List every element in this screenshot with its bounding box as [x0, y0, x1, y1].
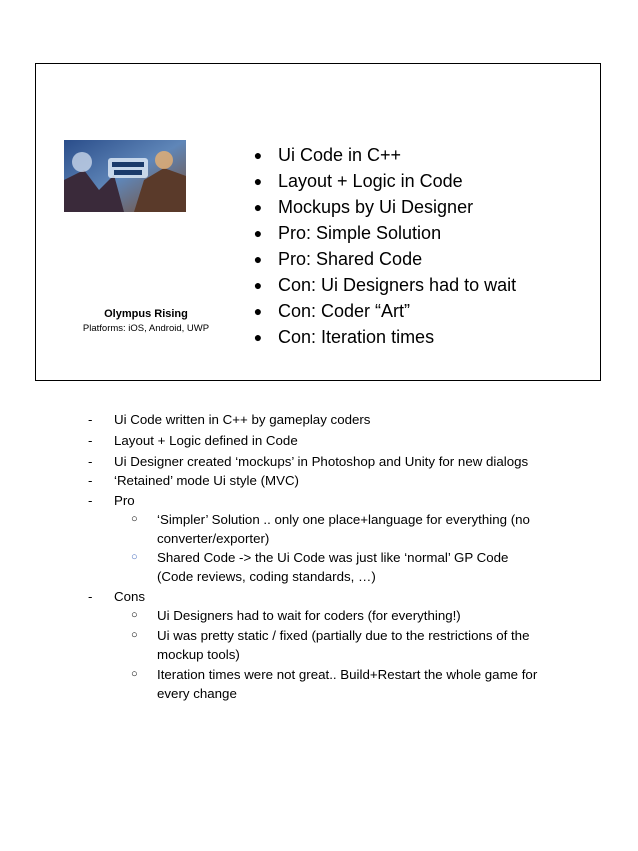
- slide-bullet: [252, 298, 516, 324]
- note-subitem: Iteration times were not great.. Build+Restart the whole game for: [157, 667, 538, 682]
- note-subitem: Ui Designers had to wait for coders (for everything!): [157, 608, 461, 623]
- game-title: Olympus Rising: [104, 308, 188, 320]
- bullet-dot-icon: ●: [253, 329, 263, 345]
- note-subitem-continuation: converter/exporter): [157, 531, 270, 546]
- slide-bullet-text: Con: Iteration times: [278, 327, 435, 347]
- note-item: Ui Designer created ‘mockups’ in Photoshop and Unity for new dialogs: [114, 454, 529, 469]
- slide-bullet: [252, 142, 516, 168]
- slide-bullet-list: [252, 142, 516, 350]
- slide-bullet-text: Pro: Shared Code: [278, 249, 423, 269]
- dash-bullet-icon: -: [88, 473, 93, 488]
- bullet-dot-icon: ●: [253, 251, 263, 267]
- slide-bullet: [252, 246, 516, 272]
- bullet-dot-icon: ●: [253, 147, 263, 163]
- slide-bullet: [252, 194, 516, 220]
- dash-bullet-icon: -: [88, 454, 93, 469]
- circle-bullet-icon: ○: [131, 551, 138, 563]
- note-subitem-continuation: mockup tools): [157, 647, 240, 662]
- slide-bullet-text: Mockups by Ui Designer: [278, 197, 474, 217]
- note-subitem: ‘Simpler’ Solution .. only one place+language for everything (no: [157, 512, 530, 527]
- slide-bullet-text: Pro: Simple Solution: [278, 223, 442, 243]
- note-subitem-continuation: (Code reviews, coding standards, …): [157, 569, 376, 584]
- note-subitem-continuation: every change: [157, 686, 237, 701]
- slide-bullet: [252, 220, 516, 246]
- slide-bullet-text: Ui Code in C++: [278, 145, 402, 165]
- slide-bullet: [252, 324, 516, 350]
- bullet-dot-icon: ●: [253, 225, 263, 241]
- slide-bullet-text: Con: Ui Designers had to wait: [278, 275, 517, 295]
- game-cover-image: [64, 140, 186, 212]
- slide-bullet: [252, 168, 516, 194]
- slide-bullet-text: Layout + Logic in Code: [278, 171, 463, 191]
- note-item: Cons: [114, 589, 146, 604]
- bullet-dot-icon: ●: [253, 303, 263, 319]
- note-subitem: Ui was pretty static / fixed (partially due to the restrictions of the: [157, 628, 530, 643]
- note-item: Layout + Logic defined in Code: [114, 433, 298, 448]
- dash-bullet-icon: -: [88, 412, 93, 427]
- note-item: Ui Code written in C++ by gameplay coders: [114, 412, 371, 427]
- bullet-dot-icon: ●: [253, 277, 263, 293]
- dash-bullet-icon: -: [88, 493, 93, 508]
- note-subitem: Shared Code -> the Ui Code was just like ‘normal’ GP Code: [157, 550, 509, 565]
- circle-bullet-icon: ○: [131, 609, 138, 621]
- circle-bullet-icon: ○: [131, 629, 138, 641]
- slide-bullet: [252, 272, 516, 298]
- bullet-dot-icon: ●: [253, 199, 263, 215]
- game-platforms: Platforms: iOS, Android, UWP: [82, 323, 210, 334]
- slide-bullet-text: Con: Coder “Art”: [278, 301, 411, 321]
- note-item: ‘Retained’ mode Ui style (MVC): [114, 473, 299, 488]
- circle-bullet-icon: ○: [131, 668, 138, 680]
- circle-bullet-icon: ○: [131, 513, 138, 525]
- slide: [35, 63, 601, 381]
- dash-bullet-icon: -: [88, 589, 93, 604]
- bullet-dot-icon: ●: [253, 173, 263, 189]
- dash-bullet-icon: -: [88, 433, 93, 448]
- note-item: Pro: [114, 493, 135, 508]
